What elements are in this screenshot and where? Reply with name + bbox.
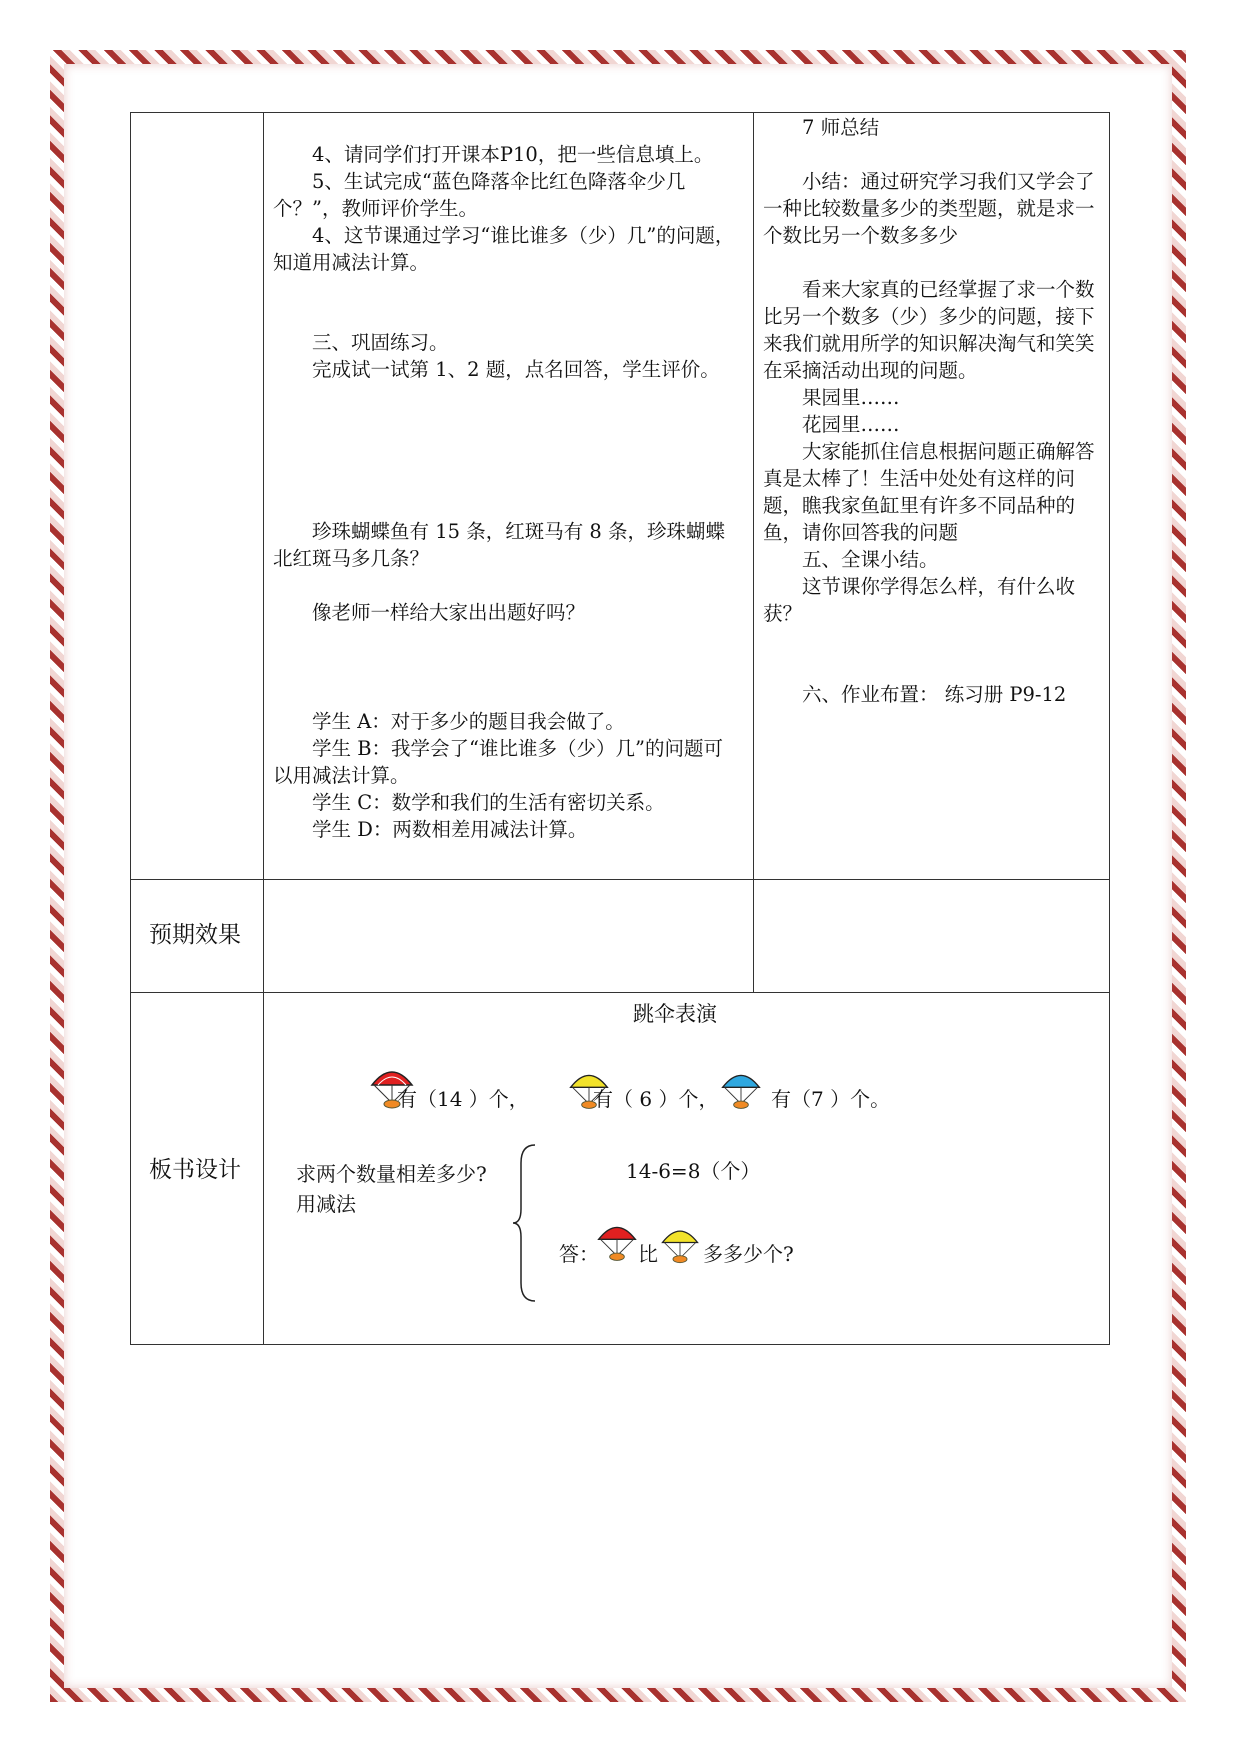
red-count-text: 有（14 ）个， — [397, 1087, 529, 1111]
process-middle-block5 — [273, 708, 741, 843]
blue-parachute-icon — [719, 1069, 763, 1113]
right-line: 看来大家真的已经掌握了求一个数比另一个数多（少）多少的问题，接下来我们就用所学的知识解决淘气和笑笑在采摘活动出现的问题。 — [763, 278, 1095, 382]
right-line: 五、全课小结。 — [802, 548, 939, 571]
right-line: 7 师总结 — [802, 116, 880, 139]
mid-line: 珍珠蝴蝶鱼有 15 条，红斑马有 8 条，珍珠蝴蝶北红斑马多几条？ — [273, 520, 726, 570]
mid-line: 4、请同学们打开课本P10，把一些信息填上。 — [312, 143, 714, 166]
mid-line: 三、巩固练习。 — [312, 331, 449, 354]
equation-text: 14-6=8（个） — [626, 1159, 761, 1183]
mid-line: 学生 A：对于多少的题目我会做了。 — [312, 710, 625, 733]
process-middle-block4 — [273, 599, 741, 626]
right-line: 六、作业布置： 练习册 P9-12 — [802, 683, 1067, 706]
right-line: 小结：通过研究学习我们又学会了一种比较数量多少的类型题，就是求一个数比另一个数多多少 — [763, 170, 1095, 247]
answer-prefix: 答： — [559, 1242, 599, 1266]
process-middle-block3 — [273, 518, 741, 572]
process-middle-block1 — [273, 141, 741, 276]
left-brace-icon — [511, 1143, 539, 1303]
process-right-block4 — [763, 681, 1101, 708]
yellow-count-text: 有（ 6 ）个， — [593, 1087, 719, 1111]
right-line: 这节课你学得怎么样，有什么收获？ — [763, 575, 1076, 625]
mid-line: 像老师一样给大家出出题好吗？ — [312, 601, 586, 624]
process-right-block2 — [763, 168, 1101, 249]
row-divider-1 — [131, 879, 1109, 880]
mid-line: 完成试一试第 1、2 题，点名回答，学生评价。 — [312, 358, 720, 381]
answer-mid: 比 — [638, 1242, 658, 1266]
answer-suffix: 多多少个? — [703, 1242, 794, 1266]
process-right-block1 — [763, 114, 1101, 141]
lesson-plan-table — [130, 112, 1110, 1345]
red-parachute-small-icon — [595, 1221, 639, 1265]
mid-line: 学生 D：两数相差用减法计算。 — [312, 818, 588, 841]
mid-line: 4、这节课通过学习“谁比谁多（少）几”的问题，知道用减法计算。 — [273, 224, 735, 274]
right-line: 大家能抓住信息根据问题正确解答真是太棒了！生活中处处有这样的问题，瞧我家鱼缸里有许多不同品种的鱼，请你回答我的问题 — [763, 440, 1095, 544]
expected-effect-label: 预期效果 — [149, 922, 241, 948]
right-line: 果园里…… — [802, 386, 900, 409]
blue-count-text: 有（7 ）个。 — [771, 1087, 891, 1111]
col-divider-2 — [753, 113, 754, 992]
question-line-1: 求两个数量相差多少? — [296, 1162, 487, 1186]
mid-line: 学生 B：我学会了“谁比谁多（少）几”的问题可以用减法计算。 — [273, 737, 723, 787]
row-divider-2 — [131, 992, 1109, 993]
mid-line: 5、生试完成“蓝色降落伞比红色降落伞少几个？”，教师评价学生。 — [273, 170, 686, 220]
question-line-2: 用减法 — [296, 1192, 356, 1216]
right-line: 花园里…… — [802, 413, 900, 436]
yellow-parachute-small-icon — [659, 1225, 701, 1267]
board-design-label: 板书设计 — [149, 1157, 241, 1183]
board-title: 跳伞表演 — [633, 1002, 717, 1026]
mid-line: 学生 C：数学和我们的生活有密切关系。 — [312, 791, 665, 814]
col-divider-1 — [263, 113, 264, 1345]
process-middle-block2 — [273, 329, 741, 383]
process-right-block3 — [763, 276, 1101, 627]
